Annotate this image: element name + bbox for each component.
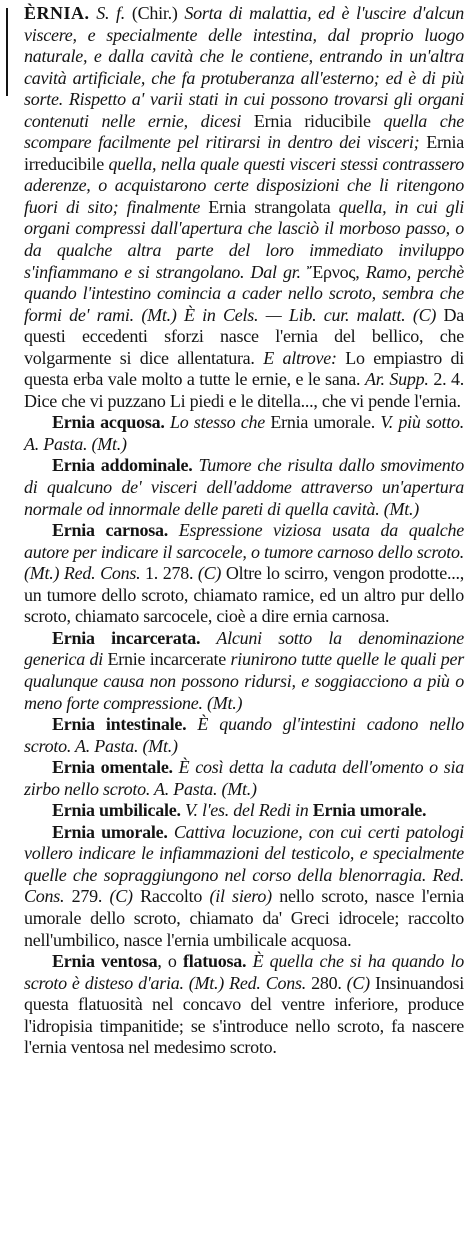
entry-text: flatuosa. [183, 951, 247, 972]
entry-headword: Ernia intestinale. [52, 714, 187, 735]
entry-ernia-intestinale [24, 714, 464, 757]
entry-text: Ernia umorale. [265, 412, 381, 433]
entry-text: (C) [109, 886, 133, 907]
entry-ernia [24, 3, 464, 412]
entry-text: (il siero) [209, 886, 272, 907]
entry-text: V. l'es. del Redi in [180, 800, 309, 821]
entry-text: Raccolto [132, 886, 210, 907]
entry-headword: Ernia addominale. [52, 455, 193, 476]
entry-text: Espressione viziosa usata da qualche autore per indicare il sarcocele, o tumore carnoso dello scroto. (Mt.) Red. Cons. [24, 520, 464, 584]
entry-text: Lo stesso che [164, 412, 265, 433]
entry-ernia-carnosa [24, 520, 464, 628]
entry-text: 279. [64, 886, 110, 907]
entry-ernia-omentale [24, 757, 464, 800]
entry-headword: Ernia ventosa [52, 951, 158, 972]
entry-text: Tumore che risulta dallo smovimento di qualcuno de' visceri dell'addome attraverso un'apertura normale od innormale delle pareti di quella cavità. (Mt.) [24, 455, 464, 519]
entry-text: Alcuni sotto la denominazione generica di [24, 627, 464, 670]
entry-text: Ernie incarcerate [103, 649, 231, 670]
entry-text: 1. 278. [140, 563, 198, 584]
entry-text: quella, in cui gli organi compressi dall'apertura che lasciò il morboso passo, o da qualche altra parte del loro immediato inviluppo s'infiammano e si strangolano. Dal gr. [24, 196, 465, 282]
entry-ernia-umbilicale [24, 800, 464, 822]
entry-ernia-addominale [24, 455, 464, 520]
entry-text: (C) [346, 972, 370, 993]
entry-text: È così detta la caduta dell'omento o sia zirbo nello scroto. A. Pasta. (Mt.) [24, 757, 464, 799]
entry-text: 280. [305, 972, 347, 993]
entry-text: Ernia strangolata [200, 196, 339, 217]
entry-ernia-incarcerata [24, 628, 464, 714]
entry-text: Ernia irreducibile [24, 132, 464, 174]
entry-ernia-umorale [24, 822, 464, 951]
entry-text: È quella che si ha quando lo scroto è disteso d'aria. (Mt.) Red. Cons. [24, 951, 465, 993]
entry-text: nello scroto, nasce l'ernia umorale dello scroto, chiamato da' Greci idrocele; raccolto nell'umbilico, nasce l'ernia umbilicale acquosa. [24, 886, 465, 950]
entry-text: quella, nella quale questi visceri stessi contrassero aderenze, o acquistarono certe disposizioni che li ritengono fuori di sito; finalmente [24, 153, 464, 217]
entry-headword: Ernia omentale. [52, 757, 173, 778]
entry-text: Ramo, perchè quando l'intestino comincia a cader nello scroto, sembra che formi de' rami. (Mt.) È in Cels. — Lib. cur. malatt. (C) [24, 261, 465, 325]
entry-headword: Ernia umorale. [52, 821, 168, 842]
entries-column [24, 3, 464, 1059]
entry-text: quella che scompare facilmente pel ritirarsi in dentro dei visceri; [24, 110, 464, 153]
margin-bracket [6, 8, 8, 96]
entry-text: 2. 4. Dice che vi puzzano Li piedi e le ditella..., che vi pende l'ernia. [24, 369, 464, 411]
entry-text: E altrove: [263, 347, 337, 368]
entry-text: Ἔρνος, [300, 261, 366, 282]
entry-text: Oltre lo scirro, vengon prodotte..., un tumore dello scroto, chiamato ramice, ed un altro pur dello scroto, chiamato sarcocele, cioè a dire ernia carnosa. [24, 563, 464, 627]
entry-text: , o [157, 951, 183, 972]
entry-text: Ar. Supp. [364, 369, 429, 390]
entry-text: Cattiva locuzione, con cui certi patologi vollero indicare le infiammazioni del testicolo, e specialmente quelle che sopraggiungono nel corso della blenorragia. Red. Cons. [24, 821, 464, 907]
entry-text: Ernia riducibile [241, 110, 384, 131]
entry-ernia-ventosa [24, 951, 464, 1059]
entry-ernia-acquosa [24, 412, 464, 455]
entry-text: Lo empiastro di questa erba vale molto a tutte le ernie, e le sana. [24, 347, 464, 390]
entry-headword: ÈRNIA. [24, 3, 90, 23]
entry-text: È quando gl'intestini cadono nello scroto. A. Pasta. (Mt.) [24, 714, 464, 756]
entry-headword: Ernia acquosa. [52, 412, 165, 433]
entry-text: S. f. [89, 3, 126, 23]
entry-text: Ernia umorale. [308, 800, 427, 821]
entry-text: (Chir.) [125, 3, 185, 23]
entry-text: (C) [197, 563, 222, 584]
entry-text: riunirono tutte quelle le quali per qualunque causa non possono ridursi, e soggiacciono a più o meno forte compressione. (Mt.) [24, 649, 464, 713]
entry-headword: Ernia umbilicale. [52, 800, 181, 821]
entry-headword: Ernia incarcerata. [52, 627, 201, 648]
entry-text: Insinuandosi questa flatuosità nel concavo del ventre inferiore, produce l'idropisia timpanitide; se s'introduce nello scroto, fa nascere l'ernia ventosa nel medesimo scroto. [24, 972, 464, 1058]
entry-text: Da questi eccedenti sforzi nasce l'ernia del bellico, che volgarmente si dice allentatura. [24, 304, 464, 368]
entry-text: Sorta di malattia, ed è l'uscire d'alcun viscere, e specialmente delle intestina, dal proprio luogo naturale, e dalla cavità che le contiene, entrando in un'altra cavità artificiale, che fa protuberanza all'esterno; ed è di più sorte. Rispetto a' varii stati in cui possono trovarsi gli organi contenuti nelle ernie, dicesi [24, 3, 464, 131]
entry-headword: Ernia carnosa. [52, 520, 168, 541]
entry-text: V. più sotto. A. Pasta. (Mt.) [24, 412, 464, 454]
